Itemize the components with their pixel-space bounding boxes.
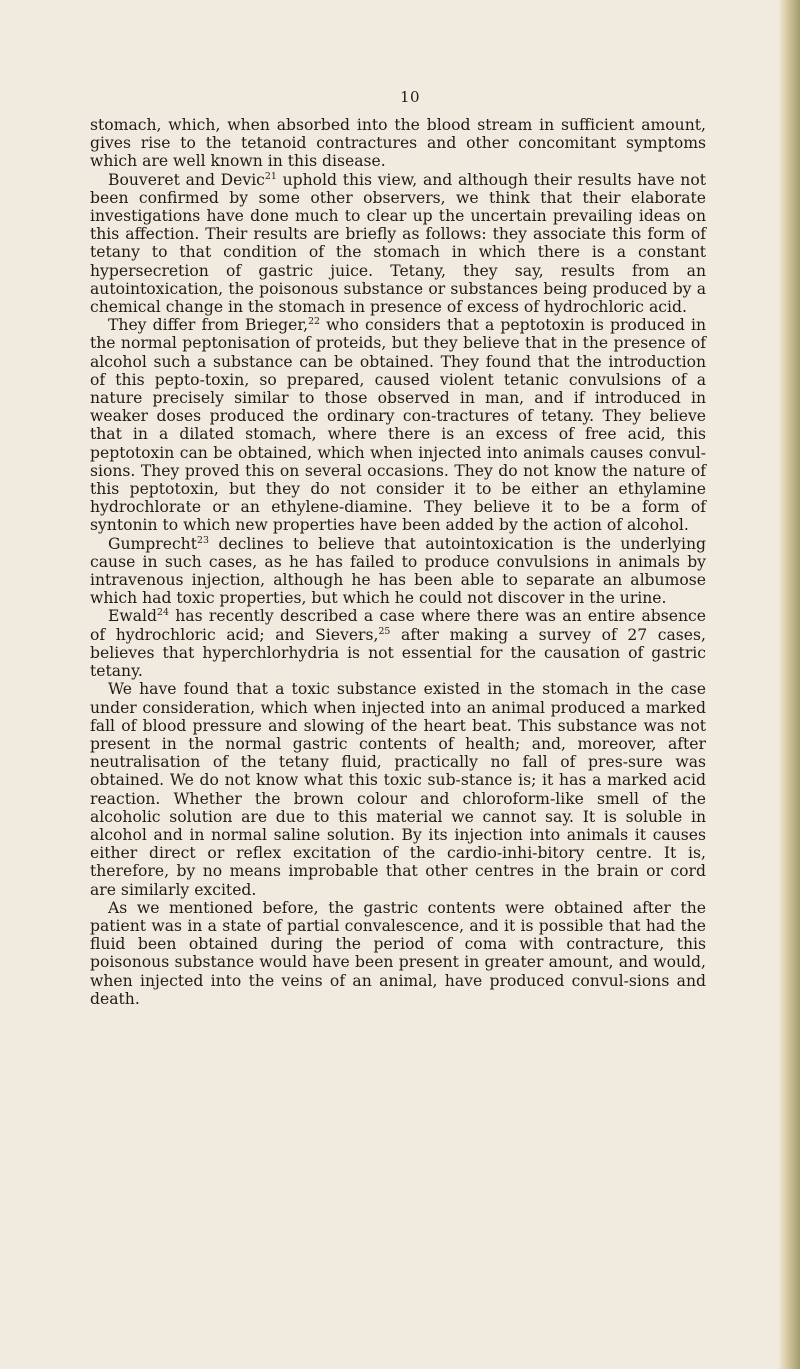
footnote-ref: 25: [378, 625, 391, 637]
paragraph-text: declines to believe that autointoxication is the underlying cause in such cases, as he has failed to produce convulsions in animals by intravenous injection, although he has been able to separate an albumose which had toxic properties, but which he could not discover in the urine.: [90, 534, 706, 608]
paragraph-text: We have found that a toxic substance existed in the stomach in the case under consideration, which when injected into an animal produced a marked fall of blood pressure and slowing of the heart beat. This substance was not present in the normal gastric contents of health; and, moreover, after neutralisation of the tetany fluid, practically no fall of pres-sure was obtained. We do not know what this toxic sub-stance is; it has a marked acid reaction. Whether the brown colour and chloroform-like smell of the alcoholic solution are due to this material we cannot say. It is soluble in alcohol and in normal saline solution. By its injection into animals it causes either direct or reflex excitation of the cardio-inhi-bitory centre. It is, therefore, by no means improbable that other centres in the brain or cord are similarly excited.: [90, 680, 706, 899]
paragraph-text: who considers that a peptotoxin is produced in the normal peptonisation of proteids, but they believe that in the presence of alcohol such a substance can be obtained. They found that the introduction of this pepto-toxin, so prepared, caused violent tetanic convulsions of a nature precisely similar to those observed in man, and if introduced in weaker doses produced the ordinary con-tractures of tetany. They believe that in a dilated stomach, where there is an excess of free acid, this peptotoxin can be obtained, which when injected into animals causes convul-sions. They proved this on several occasions. They do not know the nature of this peptotoxin, but they do not consider it to be either an ethylamine hydrochlorate or an ethylene-diamine. They believe it to be a form of syntonin to which new properties have been added by the action of alcohol.: [90, 316, 706, 535]
footnote-ref: 23: [197, 534, 209, 546]
paragraph-text: As we mentioned before, the gastric contents were obtained after the patient was in a state of partial convalescence, and it is possible that had the fluid been obtained during the period of coma with contracture, this poisonous substance would have been present in greater amount, and would, when injected into the veins of an animal, have produced convul-sions and death.: [90, 898, 706, 1008]
paragraph: [90, 607, 706, 680]
body-text: [90, 116, 706, 1008]
page-edge-shadow: [778, 0, 800, 1369]
paragraph-text: uphold this view, and although their results have not been confirmed by some other observers, we think that their elaborate investigations have done much to clear up the uncertain prevailing ideas on this affection. Their results are briefly as follows: they associate this form of tetany to that condition of the stomach in which there is a constant hypersecretion of gastric juice. Tetany, they say, results from an autointoxication, the poisonous substance or substances being produced by a chemical change in the stomach in presence of excess of hydrochloric acid.: [90, 170, 706, 317]
paragraph-text: Gumprecht: [108, 534, 197, 553]
paragraph-text: has recently described a case where there was an entire absence of hydrochloric acid; and Sievers,: [90, 607, 706, 644]
footnote-ref: 24: [157, 607, 169, 619]
page-number: 10: [399, 88, 421, 106]
paragraph: [90, 680, 706, 898]
paragraph: [90, 171, 706, 317]
footnote-ref: 22: [308, 316, 320, 328]
paragraph: [90, 116, 706, 171]
paragraph: [90, 316, 706, 534]
paragraph-text: after making a survey of 27 cases, believes that hyperchlorhydria is not essential for the causation of gastric tetany.: [90, 625, 706, 681]
paragraph-text: stomach, which, when absorbed into the blood stream in sufficient amount, gives rise to the tetanoid contractures and other concomitant symptoms which are well known in this disease.: [90, 116, 706, 171]
paragraph: [90, 535, 706, 608]
paragraph-text: Ewald: [108, 607, 157, 626]
paragraph-text: They differ from Brieger,: [108, 316, 309, 335]
footnote-ref: 21: [264, 170, 277, 182]
paragraph-text: Bouveret and Devic: [108, 170, 265, 189]
paragraph: [90, 899, 706, 1008]
